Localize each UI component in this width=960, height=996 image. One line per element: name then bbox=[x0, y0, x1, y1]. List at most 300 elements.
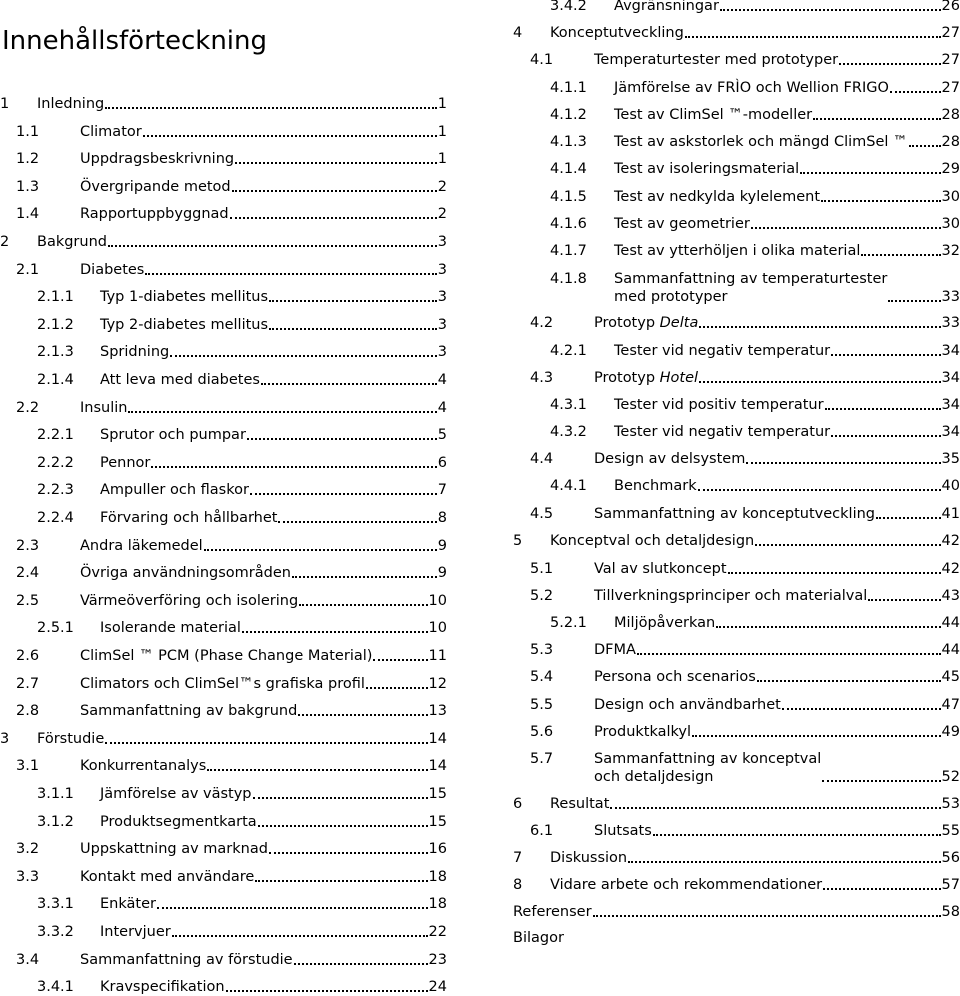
toc-entry[interactable] bbox=[37, 343, 447, 361]
toc-entry-leader bbox=[204, 549, 437, 551]
toc-entry[interactable] bbox=[16, 150, 447, 168]
toc-entry-number: 4.4 bbox=[530, 451, 554, 467]
toc-entry-page: 3 bbox=[437, 317, 447, 333]
toc-entry-number: 4.3.1 bbox=[550, 397, 587, 413]
toc-entry-title: Typ 1-diabetes mellitus bbox=[100, 289, 269, 305]
toc-entry-number: 6 bbox=[513, 796, 523, 812]
toc-entry-leader bbox=[888, 300, 940, 302]
toc-entry-number: 5.1 bbox=[530, 561, 554, 577]
toc-entry[interactable] bbox=[550, 0, 960, 15]
toc-entry[interactable] bbox=[550, 270, 960, 306]
toc-entry[interactable] bbox=[513, 532, 960, 550]
toc-entry-number: 3.4.1 bbox=[37, 979, 74, 995]
toc-entry-number: 1.2 bbox=[16, 151, 40, 167]
toc-entry-number: 4.4.1 bbox=[550, 478, 587, 494]
toc-entry-leader bbox=[261, 383, 437, 385]
toc-entry-leader bbox=[868, 599, 940, 601]
toc-entry-title: Sprutor och pumpar bbox=[100, 427, 246, 443]
toc-entry-title: Test av geometrier bbox=[614, 216, 750, 232]
toc-entry-leader bbox=[105, 107, 437, 109]
toc-entry[interactable] bbox=[37, 454, 447, 472]
toc-entry[interactable] bbox=[37, 813, 447, 831]
toc-entry-title: Sammanfattning av konceptval och detaljdesign bbox=[594, 751, 822, 785]
toc-entry-page: 9 bbox=[437, 538, 447, 554]
toc-entry-leader bbox=[128, 411, 436, 413]
toc-entry-number: 3.2 bbox=[16, 841, 40, 857]
toc-entry-title: Pennor bbox=[100, 455, 151, 471]
toc-entry-leader bbox=[720, 9, 941, 11]
toc-entry-leader bbox=[269, 300, 437, 302]
toc-entry-page: 56 bbox=[941, 850, 960, 866]
toc-entry-title: Uppdragsbeskrivning bbox=[80, 151, 235, 167]
toc-entry-title: Rapportuppbyggnad bbox=[80, 206, 229, 222]
toc-entry-page: 42 bbox=[941, 533, 960, 549]
toc-entry-page: 3 bbox=[437, 289, 447, 305]
toc-entry-number: 5.5 bbox=[530, 697, 554, 713]
toc-entry[interactable] bbox=[16, 647, 447, 665]
toc-entry-leader bbox=[292, 576, 437, 578]
toc-entry[interactable] bbox=[530, 822, 960, 840]
toc-entry[interactable] bbox=[550, 188, 960, 206]
toc-entry[interactable] bbox=[16, 123, 447, 141]
toc-entry[interactable] bbox=[37, 481, 447, 499]
toc-entry-title: Förstudie bbox=[37, 731, 105, 747]
toc-entry-number: 2.1.2 bbox=[37, 317, 74, 333]
toc-entry-leader bbox=[232, 190, 437, 192]
toc-entry-number: 5.3 bbox=[530, 642, 554, 658]
toc-entry[interactable] bbox=[550, 477, 960, 495]
toc-entry-title: Sammanfattning av bakgrund bbox=[80, 703, 298, 719]
toc-entry[interactable] bbox=[513, 795, 960, 813]
toc-entry[interactable] bbox=[530, 560, 960, 578]
toc-entry-leader bbox=[890, 91, 941, 93]
toc-entry-title: Jämförelse av västyp bbox=[100, 786, 252, 802]
toc-entry-title: Diabetes bbox=[80, 262, 145, 278]
toc-entry-page: 18 bbox=[428, 896, 447, 912]
toc-entry-page: 55 bbox=[941, 823, 960, 839]
toc-entry-number: 1 bbox=[0, 96, 10, 112]
toc-entry-number: 4.1 bbox=[530, 52, 554, 68]
toc-entry-number: 4.1.7 bbox=[550, 243, 587, 259]
toc-entry-title: Spridning bbox=[100, 344, 170, 360]
toc-entry-leader bbox=[278, 521, 436, 523]
toc-entry-number: 2.2 bbox=[16, 400, 40, 416]
toc-entry-title: Insulin bbox=[80, 400, 128, 416]
toc-entry[interactable] bbox=[16, 868, 447, 886]
toc-entry-page: 47 bbox=[941, 697, 960, 713]
toc-entry-title: Test av askstorlek och mängd ClimSel ™ bbox=[614, 134, 908, 150]
toc-entry[interactable] bbox=[16, 537, 447, 555]
toc-entry-leader bbox=[755, 544, 940, 546]
toc-entry-title: Climator bbox=[80, 124, 142, 140]
toc-entry-title: ClimSel ™ PCM (Phase Change Material) bbox=[80, 648, 373, 664]
toc-entry-number: 2.1.4 bbox=[37, 372, 74, 388]
toc-entry-title: Övriga användningsområden bbox=[80, 565, 291, 581]
toc-entry-number: 2.5 bbox=[16, 593, 40, 609]
toc-entry-page: 22 bbox=[428, 924, 447, 940]
toc-entry-title: Vidare arbete och rekommendationer bbox=[550, 877, 823, 893]
toc-entry-page: 15 bbox=[428, 786, 447, 802]
toc-entry[interactable] bbox=[37, 426, 447, 444]
toc-entry-number: 3.3.2 bbox=[37, 924, 74, 940]
toc-entry-page: 28 bbox=[941, 134, 960, 150]
toc-entry-leader bbox=[699, 326, 940, 328]
toc-entry[interactable] bbox=[37, 619, 447, 637]
toc-entry-number: 5.2 bbox=[530, 588, 554, 604]
toc-entry[interactable] bbox=[530, 51, 960, 69]
toc-entry-leader bbox=[699, 381, 940, 383]
toc-entry-title: Tester vid negativ temperatur bbox=[614, 424, 831, 440]
toc-entry[interactable] bbox=[16, 840, 447, 858]
toc-entry-page: 15 bbox=[428, 814, 447, 830]
toc-entry-leader bbox=[170, 355, 437, 357]
toc-entry-title: Climators och ClimSel™s grafiska profil bbox=[80, 676, 365, 692]
toc-entry-leader bbox=[637, 653, 941, 655]
toc-entry-leader bbox=[108, 245, 437, 247]
toc-entry[interactable] bbox=[16, 757, 447, 775]
toc-entry-title: Test av ytterhöljen i olika material bbox=[614, 243, 861, 259]
toc-entry[interactable] bbox=[16, 261, 447, 279]
toc-entry-number: 4.2.1 bbox=[550, 343, 587, 359]
toc-entry-page: 40 bbox=[941, 478, 960, 494]
toc-entry-title: Ampuller och flaskor bbox=[100, 482, 249, 498]
toc-entry-leader bbox=[610, 807, 940, 809]
toc-entry-number: 4.3 bbox=[530, 370, 554, 386]
toc-entry-title: Test av nedkylda kylelement bbox=[614, 189, 821, 205]
toc-entry-title: Produktkalkyl bbox=[594, 724, 692, 740]
toc-entry-title: Prototyp Hotel bbox=[594, 370, 699, 386]
toc-entry-title: Att leva med diabetes bbox=[100, 372, 260, 388]
toc-entry-leader bbox=[653, 834, 941, 836]
toc-entry[interactable] bbox=[0, 233, 447, 251]
toc-entry-leader bbox=[230, 217, 437, 219]
toc-entry[interactable] bbox=[37, 371, 447, 389]
toc-entry-page: 9 bbox=[437, 565, 447, 581]
toc-entry[interactable] bbox=[530, 696, 960, 714]
toc-entry-number: 4.3.2 bbox=[550, 424, 587, 440]
toc-entry-leader bbox=[294, 963, 428, 965]
toc-entry-number: 6.1 bbox=[530, 823, 554, 839]
toc-entry-page: 49 bbox=[941, 724, 960, 740]
toc-entry-page: 28 bbox=[941, 107, 960, 123]
toc-entry-page: 52 bbox=[941, 769, 960, 785]
toc-entry[interactable] bbox=[530, 750, 960, 786]
toc-entry[interactable] bbox=[513, 876, 960, 894]
toc-entry-page: 11 bbox=[428, 648, 447, 664]
toc-entry[interactable] bbox=[513, 849, 960, 867]
toc-entry-number: 2 bbox=[0, 234, 10, 250]
toc-entry-leader bbox=[692, 735, 941, 737]
toc-entry-leader bbox=[593, 915, 941, 917]
toc-entry-title: Uppskattning av marknad bbox=[80, 841, 268, 857]
toc-entry-number: 4.1.4 bbox=[550, 161, 587, 177]
toc-entry-leader bbox=[151, 466, 436, 468]
toc-entry-page: 3 bbox=[437, 234, 447, 250]
toc-entry-leader bbox=[831, 435, 940, 437]
toc-entry-leader bbox=[909, 145, 941, 147]
toc-entry-number: 2.2.3 bbox=[37, 482, 74, 498]
toc-entry-number: 3.1.2 bbox=[37, 814, 74, 830]
toc-entry-number: 1.4 bbox=[16, 206, 40, 222]
toc-entry-number: 5.7 bbox=[530, 751, 554, 767]
toc-entry[interactable] bbox=[550, 79, 960, 97]
toc-entry-leader bbox=[825, 408, 941, 410]
toc-entry-leader bbox=[235, 162, 437, 164]
toc-entry-page: 29 bbox=[941, 161, 960, 177]
toc-entry[interactable] bbox=[16, 675, 447, 693]
toc-entry-title: Test av isoleringsmaterial bbox=[614, 161, 800, 177]
toc-entry-number: 1.3 bbox=[16, 179, 40, 195]
toc-entry-leader bbox=[728, 572, 941, 574]
toc-entry[interactable] bbox=[530, 641, 960, 659]
toc-entry-title: Slutsats bbox=[594, 823, 652, 839]
toc-entry-leader bbox=[366, 687, 428, 689]
toc-entry-page: 44 bbox=[941, 615, 960, 631]
toc-entry-title-emphasis: Hotel bbox=[659, 370, 699, 386]
toc-entry-page: 6 bbox=[437, 455, 447, 471]
toc-entry-title: Konceptutveckling bbox=[550, 25, 684, 41]
toc-entry[interactable] bbox=[16, 951, 447, 969]
toc-entry-page: 1 bbox=[437, 96, 447, 112]
toc-entry-number: 3.4 bbox=[16, 952, 40, 968]
toc-entry-title: Produktsegmentkarta bbox=[100, 814, 257, 830]
toc-entry[interactable] bbox=[530, 505, 960, 523]
toc-entry-leader bbox=[226, 990, 428, 992]
page-title: Innehållsförteckning bbox=[2, 26, 268, 56]
toc-entry-page: 42 bbox=[941, 561, 960, 577]
toc-entry-leader bbox=[800, 172, 940, 174]
toc-entry[interactable] bbox=[0, 730, 447, 748]
toc-entry-leader bbox=[145, 273, 436, 275]
toc-entry-leader bbox=[698, 489, 941, 491]
toc-entry-title: Design av delsystem bbox=[594, 451, 746, 467]
toc-entry-number: 4.1.8 bbox=[550, 271, 587, 287]
toc-entry-number: 4.2 bbox=[530, 315, 554, 331]
toc-entry-number: 4.1.6 bbox=[550, 216, 587, 232]
toc-entry-number: 2.2.2 bbox=[37, 455, 74, 471]
toc-entry-page: 44 bbox=[941, 642, 960, 658]
toc-entry[interactable] bbox=[550, 160, 960, 178]
toc-entry-page: 27 bbox=[941, 25, 960, 41]
toc-entry-number: 4.1.5 bbox=[550, 189, 587, 205]
toc-entry-leader bbox=[813, 118, 940, 120]
toc-entry-page: 14 bbox=[428, 758, 447, 774]
toc-entry[interactable] bbox=[513, 903, 960, 921]
toc-entry-page: 34 bbox=[941, 343, 960, 359]
toc-entry-title: Enkäter bbox=[100, 896, 156, 912]
toc-entry-title: Intervjuer bbox=[100, 924, 171, 940]
toc-entry-leader bbox=[299, 604, 427, 606]
toc-entry-title: Isolerande material bbox=[100, 620, 241, 636]
toc-entry-page: 41 bbox=[941, 506, 960, 522]
toc-entry-leader bbox=[143, 135, 437, 137]
toc-entry-title: Val av slutkoncept bbox=[594, 561, 727, 577]
toc-entry-leader bbox=[861, 254, 940, 256]
toc-entry-page: 34 bbox=[941, 424, 960, 440]
toc-entry-number: 3.4.2 bbox=[550, 0, 587, 14]
toc-entry-leader bbox=[823, 888, 940, 890]
toc-entry[interactable] bbox=[550, 242, 960, 260]
toc-entry-page: 33 bbox=[941, 315, 960, 331]
toc-entry-page: 18 bbox=[428, 869, 447, 885]
toc-entry-page: 12 bbox=[428, 676, 447, 692]
toc-entry-title: Andra läkemedel bbox=[80, 538, 203, 554]
toc-entry-title: Prototyp Delta bbox=[594, 315, 699, 331]
toc-entry-leader bbox=[685, 36, 941, 38]
toc-entry-title: Jämförelse av FRÌO och Wellion FRIGO bbox=[614, 80, 889, 96]
toc-entry-leader bbox=[373, 659, 427, 661]
toc-entry[interactable] bbox=[37, 509, 447, 527]
toc-entry-page: 3 bbox=[437, 344, 447, 360]
toc-entry-number: 5.2.1 bbox=[550, 615, 587, 631]
toc-entry[interactable] bbox=[16, 592, 447, 610]
toc-entry-leader bbox=[716, 626, 940, 628]
toc-entry[interactable] bbox=[550, 342, 960, 360]
toc-entry[interactable] bbox=[0, 95, 447, 113]
toc-entry-leader bbox=[253, 797, 428, 799]
toc-entry-number: 1.1 bbox=[16, 124, 40, 140]
toc-entry-title: Värmeöverföring och isolering bbox=[80, 593, 299, 609]
toc-entry-page: 27 bbox=[941, 52, 960, 68]
toc-entry[interactable] bbox=[513, 929, 960, 947]
toc-entry[interactable] bbox=[550, 215, 960, 233]
toc-entry[interactable] bbox=[16, 205, 447, 223]
toc-entry-leader bbox=[105, 742, 427, 744]
toc-entry-number: 4 bbox=[513, 25, 523, 41]
toc-entry-leader bbox=[255, 880, 427, 882]
toc-entry-title: Benchmark bbox=[614, 478, 697, 494]
toc-entry-page: 2 bbox=[437, 179, 447, 195]
toc-entry-page: 45 bbox=[941, 669, 960, 685]
toc-entry-title: Konkurrentanalys bbox=[80, 758, 207, 774]
toc-entry-number: 2.2.4 bbox=[37, 510, 74, 526]
toc-entry-number: 2.1.3 bbox=[37, 344, 74, 360]
toc-entry-title: Inledning bbox=[37, 96, 105, 112]
toc-entry-leader bbox=[839, 63, 940, 65]
toc-entry-number: 3.1 bbox=[16, 758, 40, 774]
toc-entry-leader bbox=[157, 907, 428, 909]
toc-entry-number: 4.1.1 bbox=[550, 80, 587, 96]
toc-entry-leader bbox=[822, 780, 940, 782]
toc-entry-title: Kontakt med användare bbox=[80, 869, 255, 885]
toc-entry[interactable] bbox=[550, 423, 960, 441]
toc-entry-leader bbox=[269, 328, 437, 330]
toc-entry-page: 4 bbox=[437, 400, 447, 416]
toc-entry[interactable] bbox=[37, 316, 447, 334]
toc-entry-title: Bilagor bbox=[513, 930, 564, 946]
toc-entry-number: 4.1.3 bbox=[550, 134, 587, 150]
toc-entry[interactable] bbox=[550, 106, 960, 124]
toc-entry-page: 34 bbox=[941, 370, 960, 386]
toc-entry-leader bbox=[242, 631, 428, 633]
toc-entry[interactable] bbox=[550, 133, 960, 151]
toc-entry[interactable] bbox=[550, 614, 960, 632]
toc-entry-title: Referenser bbox=[513, 904, 592, 920]
toc-entry-page: 24 bbox=[428, 979, 447, 995]
toc-entry-page: 43 bbox=[941, 588, 960, 604]
toc-entry-number: 5.6 bbox=[530, 724, 554, 740]
toc-entry-title: Miljöpåverkan bbox=[614, 615, 716, 631]
toc-entry-leader bbox=[298, 714, 427, 716]
toc-entry[interactable] bbox=[37, 288, 447, 306]
toc-entry[interactable] bbox=[16, 399, 447, 417]
toc-entry-leader bbox=[258, 825, 428, 827]
toc-entry-page: 35 bbox=[941, 451, 960, 467]
toc-entry-title: Persona och scenarios bbox=[594, 669, 756, 685]
toc-entry-page: 16 bbox=[428, 841, 447, 857]
toc-entry-title: Resultat bbox=[550, 796, 610, 812]
toc-entry-number: 2.2.1 bbox=[37, 427, 74, 443]
toc-entry[interactable] bbox=[530, 587, 960, 605]
toc-entry[interactable] bbox=[16, 702, 447, 720]
toc-entry-number: 2.8 bbox=[16, 703, 40, 719]
toc-entry-leader bbox=[269, 852, 428, 854]
toc-entry[interactable] bbox=[16, 564, 447, 582]
toc-entry-leader bbox=[247, 438, 437, 440]
toc-entry-leader bbox=[172, 935, 428, 937]
toc-entry-leader bbox=[751, 227, 941, 229]
toc-entry[interactable] bbox=[37, 923, 447, 941]
toc-entry[interactable] bbox=[530, 450, 960, 468]
toc-entry-title: Test av ClimSel ™-modeller bbox=[614, 107, 813, 123]
toc-entry-number: 2.1.1 bbox=[37, 289, 74, 305]
toc-entry[interactable] bbox=[530, 723, 960, 741]
toc-entry-page: 10 bbox=[428, 593, 447, 609]
toc-entry-page: 2 bbox=[437, 206, 447, 222]
toc-entry[interactable] bbox=[37, 785, 447, 803]
toc-entry-page: 1 bbox=[437, 151, 447, 167]
toc-entry-number: 3.3.1 bbox=[37, 896, 74, 912]
toc-entry-number: 2.6 bbox=[16, 648, 40, 664]
toc-entry-page: 1 bbox=[437, 124, 447, 140]
toc-entry-title: Tester vid positiv temperatur bbox=[614, 397, 824, 413]
toc-entry-page: 34 bbox=[941, 397, 960, 413]
toc-entry-page: 10 bbox=[428, 620, 447, 636]
toc-entry-number: 2.3 bbox=[16, 538, 40, 554]
toc-entry-number: 3.1.1 bbox=[37, 786, 74, 802]
toc-entry-title: Sammanfattning av konceptutveckling bbox=[594, 506, 875, 522]
toc-entry[interactable] bbox=[513, 24, 960, 42]
toc-entry-page: 26 bbox=[941, 0, 960, 14]
toc-entry-title: Typ 2-diabetes mellitus bbox=[100, 317, 269, 333]
toc-entry-title: Temperaturtester med prototyper bbox=[594, 52, 839, 68]
toc-entry-number: 2.7 bbox=[16, 676, 40, 692]
toc-entry-title: Kravspecifikation bbox=[100, 979, 225, 995]
toc-entry-page: 32 bbox=[941, 243, 960, 259]
toc-entry-title: Diskussion bbox=[550, 850, 628, 866]
toc-entry[interactable] bbox=[16, 178, 447, 196]
toc-entry-leader bbox=[821, 200, 941, 202]
toc-entry-number: 2.4 bbox=[16, 565, 40, 581]
toc-entry[interactable] bbox=[530, 314, 960, 332]
toc-entry-number: 3 bbox=[0, 731, 10, 747]
toc-entry-title: Tester vid negativ temperatur bbox=[614, 343, 831, 359]
toc-entry-page: 7 bbox=[437, 482, 447, 498]
toc-entry-title: Bakgrund bbox=[37, 234, 107, 250]
toc-entry[interactable] bbox=[550, 396, 960, 414]
toc-entry-number: 2.5.1 bbox=[37, 620, 74, 636]
toc-entry-number: 8 bbox=[513, 877, 523, 893]
toc-entry[interactable] bbox=[37, 895, 447, 913]
toc-entry-number: 3.3 bbox=[16, 869, 40, 885]
toc-entry[interactable] bbox=[530, 369, 960, 387]
toc-entry-title-emphasis: Delta bbox=[659, 315, 699, 331]
toc-entry[interactable] bbox=[530, 668, 960, 686]
toc-entry-title: Sammanfattning av förstudie bbox=[80, 952, 293, 968]
toc-entry-title: Förvaring och hållbarhet bbox=[100, 510, 278, 526]
toc-entry-leader bbox=[831, 354, 940, 356]
toc-entry-page: 8 bbox=[437, 510, 447, 526]
